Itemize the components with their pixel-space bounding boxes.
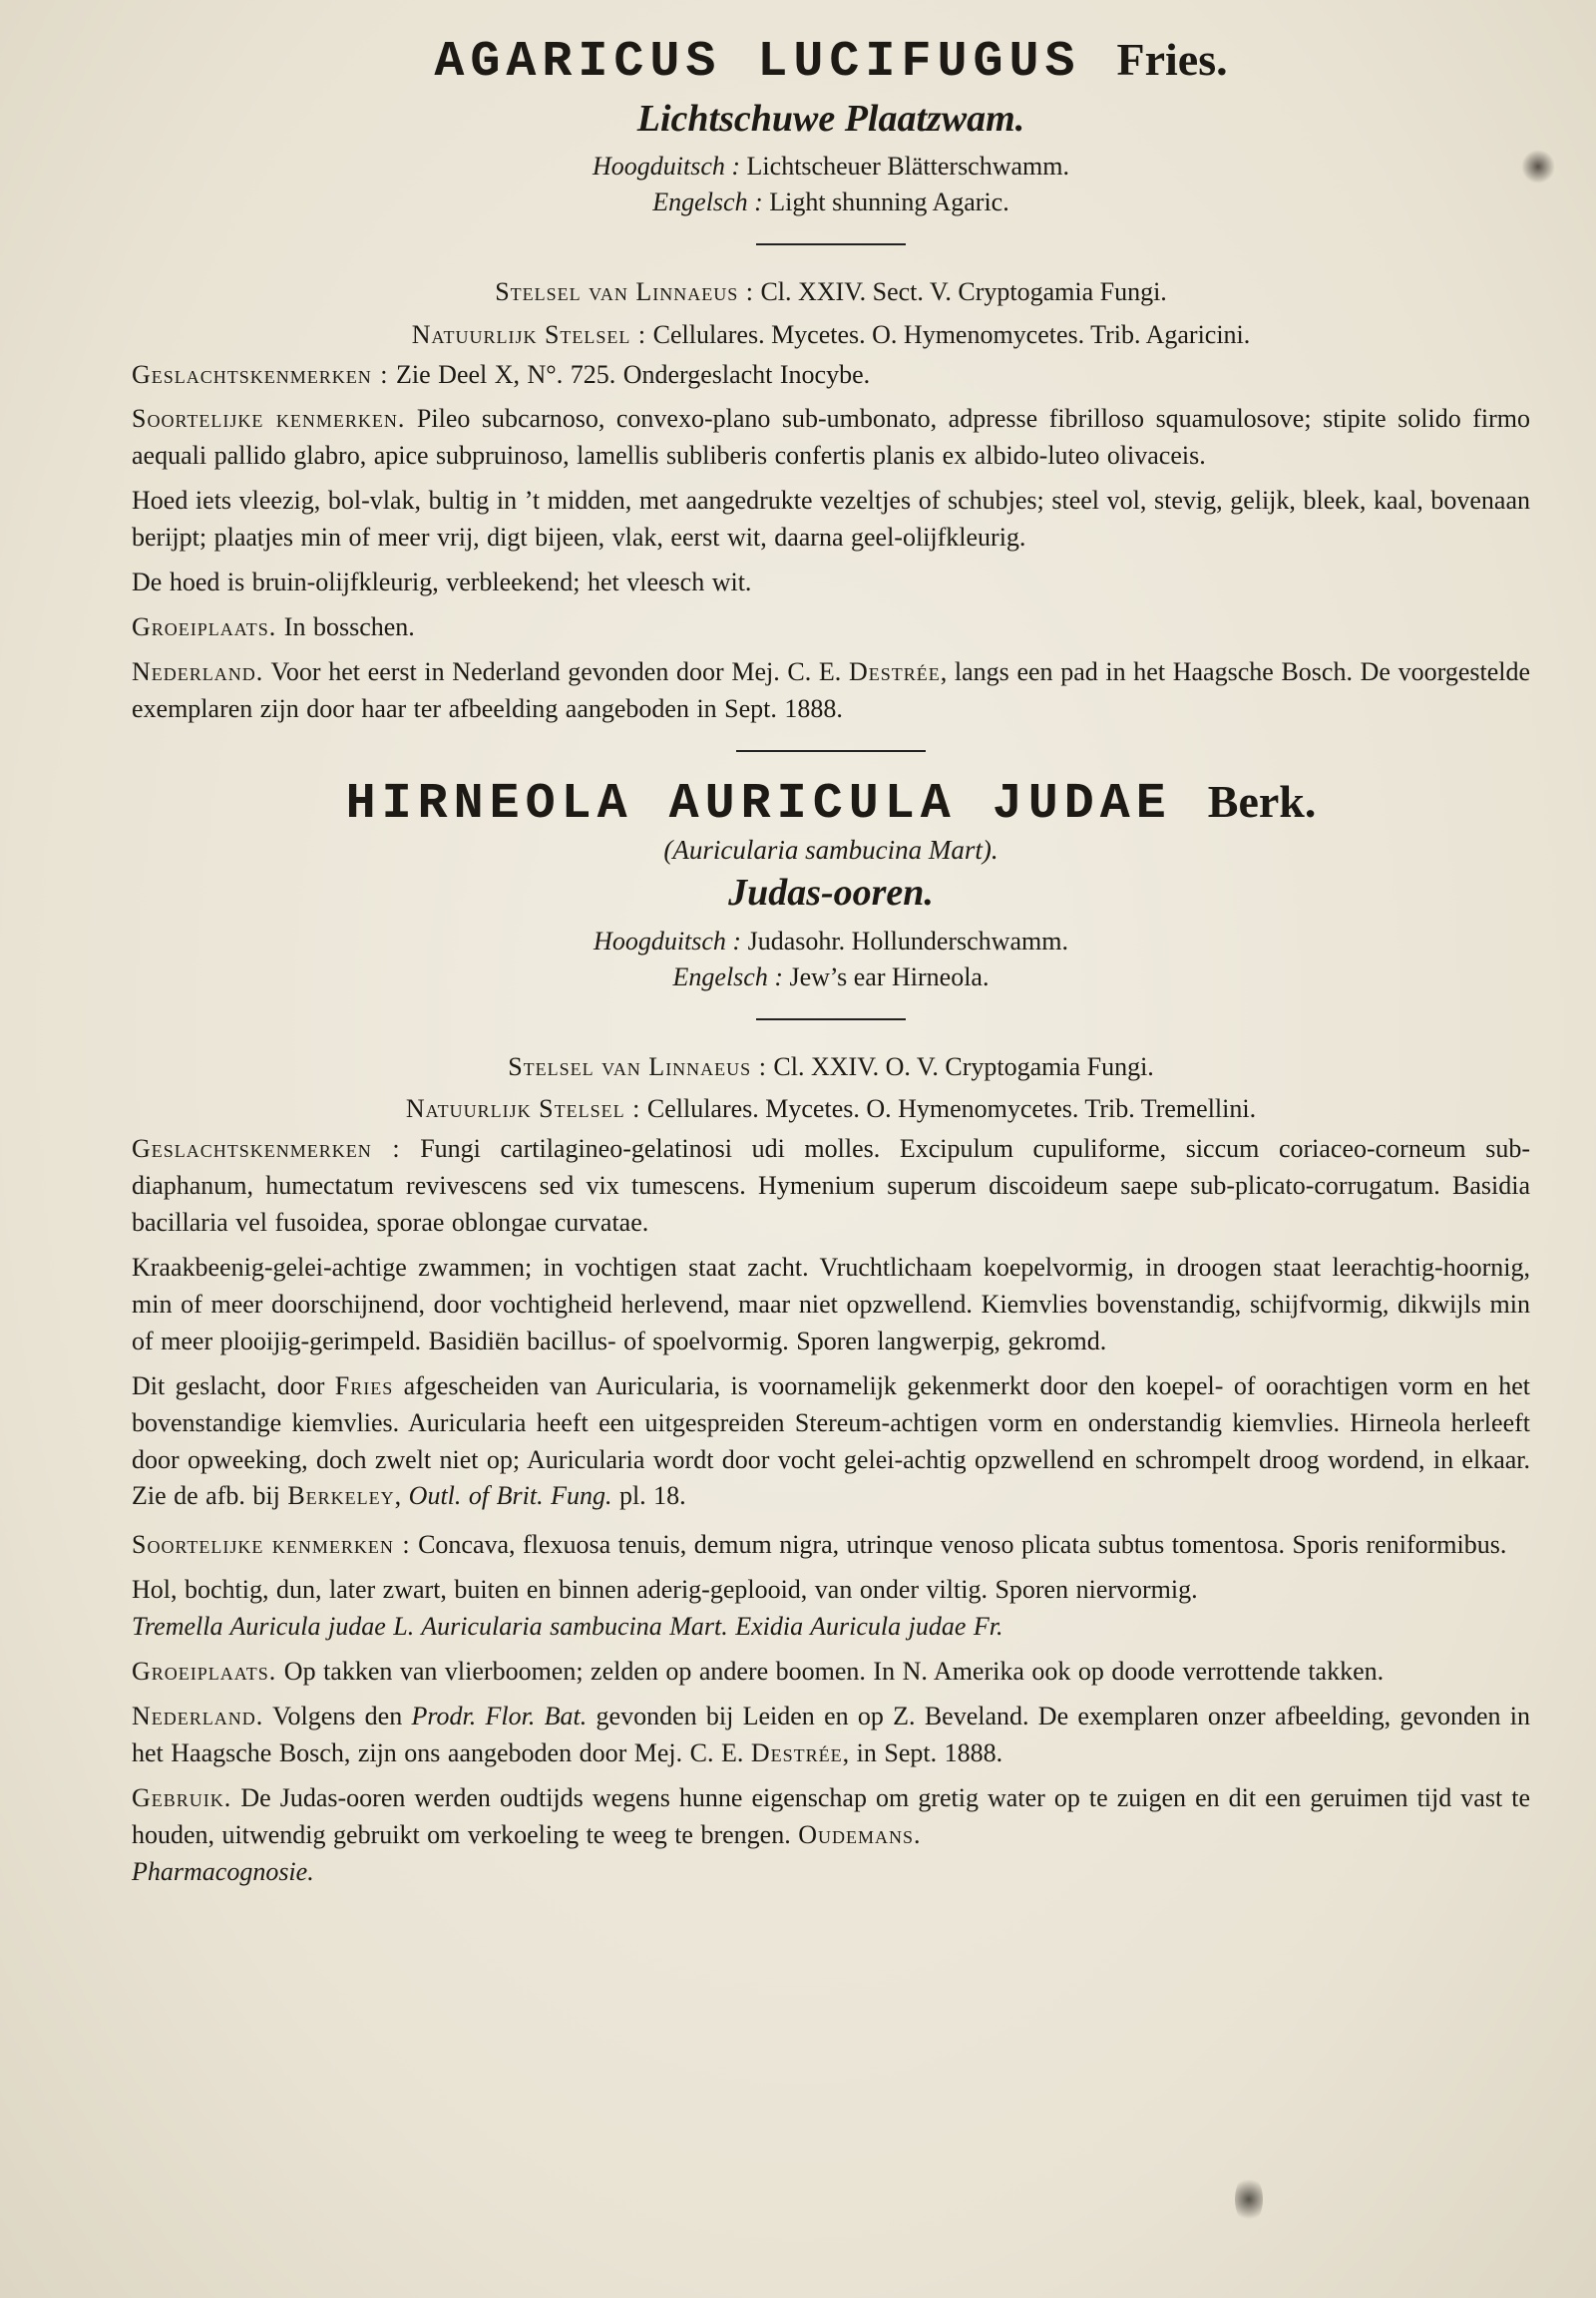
linnaeus-text: Cl. XXIV. Sect. V. Cryptogamia Fungi. [760, 276, 1167, 306]
english-name: Light shunning Agaric. [769, 188, 1009, 217]
english-label: Engelsch : [672, 962, 783, 992]
species-text: Pileo subcarnoso, convexo-plano sub-umbonato, adpresse fibrilloso squamulosove; stipite solido firmo aequali pallido glabro, apice subpruinoso, lamellis subliberis confertis planis ex albido-luteo olivaceis. [132, 404, 1530, 471]
natural-system-line [132, 314, 1530, 357]
synonym: (Auricularia sambucina Mart). [663, 835, 998, 866]
species-characters [132, 401, 1530, 475]
natural-text: Cellulares. Mycetes. O. Hymenomycetes. Trib. Tremellini. [646, 1094, 1257, 1124]
genus-note: Dit geslacht, door Fries afgescheiden van Auricularia, is voornamelijk gekenmerkt door den koepel- of oorachtigen vorm en het bovenstandige kiemvlies. Auricularia heeft een uitgespreiden Stereum-achtigen vorm en onderstandig kiemvlies. Hirneola herleeft door opweeking, doch zwelt niet op; Auricularia wordt door vocht gelei-achtig opzwellend en schrompelt droog wordend, in elkaar. Zie de afb. bij Berkeley, Outl. of Brit. Fung. pl. 18. [132, 1370, 1530, 1511]
usage-text: De Judas-ooren werden oudtijds wegens hunne eigenschap om gretig water op te zuigen en dit een geruimen tijd vast te houden, uitwendig gebruikt om verkoeling te weeg te brengen. [132, 1782, 1531, 1849]
reference-plate: pl. 18. [618, 1481, 686, 1511]
species-name: HIRNEOLA AURICULA JUDAE [345, 775, 1172, 833]
genus-text: Zie Deel X, N°. 725. Ondergeslacht Inocybe. [396, 359, 871, 389]
common-name: Lichtschuwe Plaatzwam. [636, 97, 1025, 140]
netherlands-record [132, 654, 1530, 728]
genus-text: Fungi cartilagineo-gelatinosi udi molles. Excipulum cupuliforme, siccum coriaceo-corneum sub-diaphanum, humectatum revivescens sed vix tumescens. Hymenium superum discoideum saepe sub-plicato-corrugatum. Basidia bacillaria vel fusoidea, sporae oblongae curvatae. [132, 1134, 1530, 1238]
german-name: Lichtscheuer Blätterschwamm. [746, 152, 1069, 181]
netherlands-label: Nederland. [132, 1701, 264, 1730]
note-text: Dit geslacht, door [132, 1370, 325, 1400]
species-entry-hirneola [132, 776, 1530, 1891]
species-label: Soortelijke kenmerken : [132, 1530, 411, 1560]
genus-label: Geslachtskenmerken : [132, 1134, 401, 1164]
species-text: Concava, flexuosa tenuis, demum nigra, utrinque venoso plicata subtus tomentosa. Sporis reniformibus. [418, 1530, 1507, 1560]
translations [132, 149, 1530, 221]
species-title [132, 776, 1530, 834]
note-text-cont: afgescheiden van Auricularia, is voornamelijk gekenmerkt door den koepel- of oorachtigen vorm en het bovenstandige kiemvlies. Auricularia heeft een uitgespreiden Stereum-achtigen vorm en onderstandig kiemvlies. Hirneola herleeft door opweeking, doch zwelt niet op; Auricularia wordt door vocht gelei-achtig opzwellend en schrompelt droog wordend, in elkaar. Zie de afb. bij [132, 1370, 1530, 1511]
genus-label: Geslachtskenmerken : [132, 359, 389, 389]
netherlands-record [132, 1699, 1530, 1772]
author-oudemans: Oudemans. [798, 1819, 922, 1849]
natural-system-line [132, 1088, 1530, 1131]
german-label: Hoogduitsch : [593, 152, 741, 181]
species-label: Soortelijke kenmerken. [132, 404, 406, 434]
linnaeus-line [132, 1046, 1530, 1089]
reference-pharmacognosie: Pharmacognosie. [132, 1856, 314, 1886]
genus-characters-dutch: Kraakbeenig-gelei-achtige zwammen; in vochtigen staat zacht. Vruchtlichaam koepelvormig, in droogen staat leerachtig-hoornig, min of meer doorschijnend, door vochtigheid herlevend, maar niet opzwellend. Kiemvlies bovenstandig, schijfvormig, dikwijls min of meer plooijig-gerimpeld. Basidiën bacillus- of spoelvormig. Sporen langwerpig, gekromd. [132, 1253, 1530, 1355]
english-label: Engelsch : [652, 188, 763, 217]
habitat [132, 609, 1530, 646]
natural-text: Cellulares. Mycetes. O. Hymenomycetes. Trib. Agaricini. [652, 319, 1251, 349]
reference-title: Outl. of Brit. Fung. [408, 1481, 612, 1511]
author-fries: Fries [334, 1370, 394, 1400]
usage [132, 1780, 1530, 1891]
linnaeus-text: Cl. XXIV. O. V. Cryptogamia Fungi. [773, 1051, 1154, 1081]
divider [756, 1018, 906, 1020]
natural-label: Natuurlijk Stelsel : [405, 1094, 641, 1124]
netherlands-text: Volgens den [272, 1701, 403, 1730]
netherlands-label: Nederland. [132, 656, 264, 686]
collector-name: Destrée [848, 656, 941, 686]
description-dutch: Hoed iets vleezig, bol-vlak, bultig in ’t midden, met aangedrukte vezeltjes of schubjes; steel vol, stevig, gelijk, bleek, kaal, bovenaan berijpt; plaatjes min of meer vrij, digt bijeen, vlak, eerst wit, daarna geel-olijfkleurig. [132, 486, 1530, 553]
description-colour: De hoed is bruin-olijfkleurig, verbleekend; het vleesch wit. [132, 568, 752, 597]
natural-label: Natuurlijk Stelsel : [411, 319, 647, 349]
usage-label: Gebruik. [132, 1782, 232, 1812]
genus-characters [132, 357, 1530, 394]
netherlands-text-end: , in Sept. 1888. [842, 1737, 1003, 1767]
species-author: Berk. [1207, 775, 1317, 827]
description-dutch [132, 1572, 1530, 1646]
species-author: Fries. [1116, 34, 1228, 85]
habitat-text: In bosschen. [283, 612, 415, 641]
habitat-label: Groeiplaats. [132, 612, 277, 641]
collector-name: Destrée [750, 1737, 843, 1767]
description-text: Hol, bochtig, dun, later zwart, buiten en binnen aderig-geplooid, van onder viltig. Sporen niervormig. [132, 1575, 1198, 1605]
netherlands-text-cont: gevonden bij Leiden en op Z. Beveland. De exemplaren onzer afbeelding, gevonden in het Haagsche Bosch, zijn ons aangeboden door Mej. C. E. [132, 1701, 1531, 1767]
reference-prodr: Prodr. Flor. Bat. [411, 1701, 588, 1730]
common-name: Judas-ooren. [728, 872, 934, 915]
author-berkeley: Berkeley [287, 1481, 395, 1511]
ink-blot [1521, 150, 1555, 184]
netherlands-text-end: , langs een pad in het Haagsche Bosch. De voorgestelde exemplaren zijn door haar ter afbeelding aangeboden in Sept. 1888. [132, 656, 1531, 723]
species-name: AGARICUS LUCIFUGUS [434, 34, 1081, 91]
habitat [132, 1654, 1530, 1691]
divider [756, 243, 906, 245]
linnaeus-line [132, 271, 1530, 314]
ink-blot [1235, 2174, 1263, 2224]
translations [132, 924, 1530, 996]
netherlands-text: Voor het eerst in Nederland gevonden door Mej. C. E. [270, 656, 842, 686]
synonyms-list: Tremella Auricula judae L. Auricularia sambucina Mart. Exidia Auricula judae Fr. [132, 1612, 1003, 1642]
linnaeus-label: Stelsel van Linnaeus : [495, 276, 754, 306]
english-name: Jew’s ear Hirneola. [789, 962, 990, 992]
species-entry-agaricus [132, 34, 1530, 728]
species-title [132, 34, 1530, 92]
linnaeus-label: Stelsel van Linnaeus : [508, 1051, 767, 1081]
habitat-label: Groeiplaats. [132, 1657, 277, 1687]
species-characters [132, 1527, 1530, 1564]
german-name: Judasohr. Hollunderschwamm. [747, 926, 1068, 956]
german-label: Hoogduitsch : [594, 926, 742, 956]
habitat-text: Op takken van vlierboomen; zelden op andere boomen. In N. Amerika ook op doode verrottende takken. [283, 1657, 1385, 1687]
section-divider [736, 750, 926, 752]
genus-characters [132, 1131, 1530, 1242]
